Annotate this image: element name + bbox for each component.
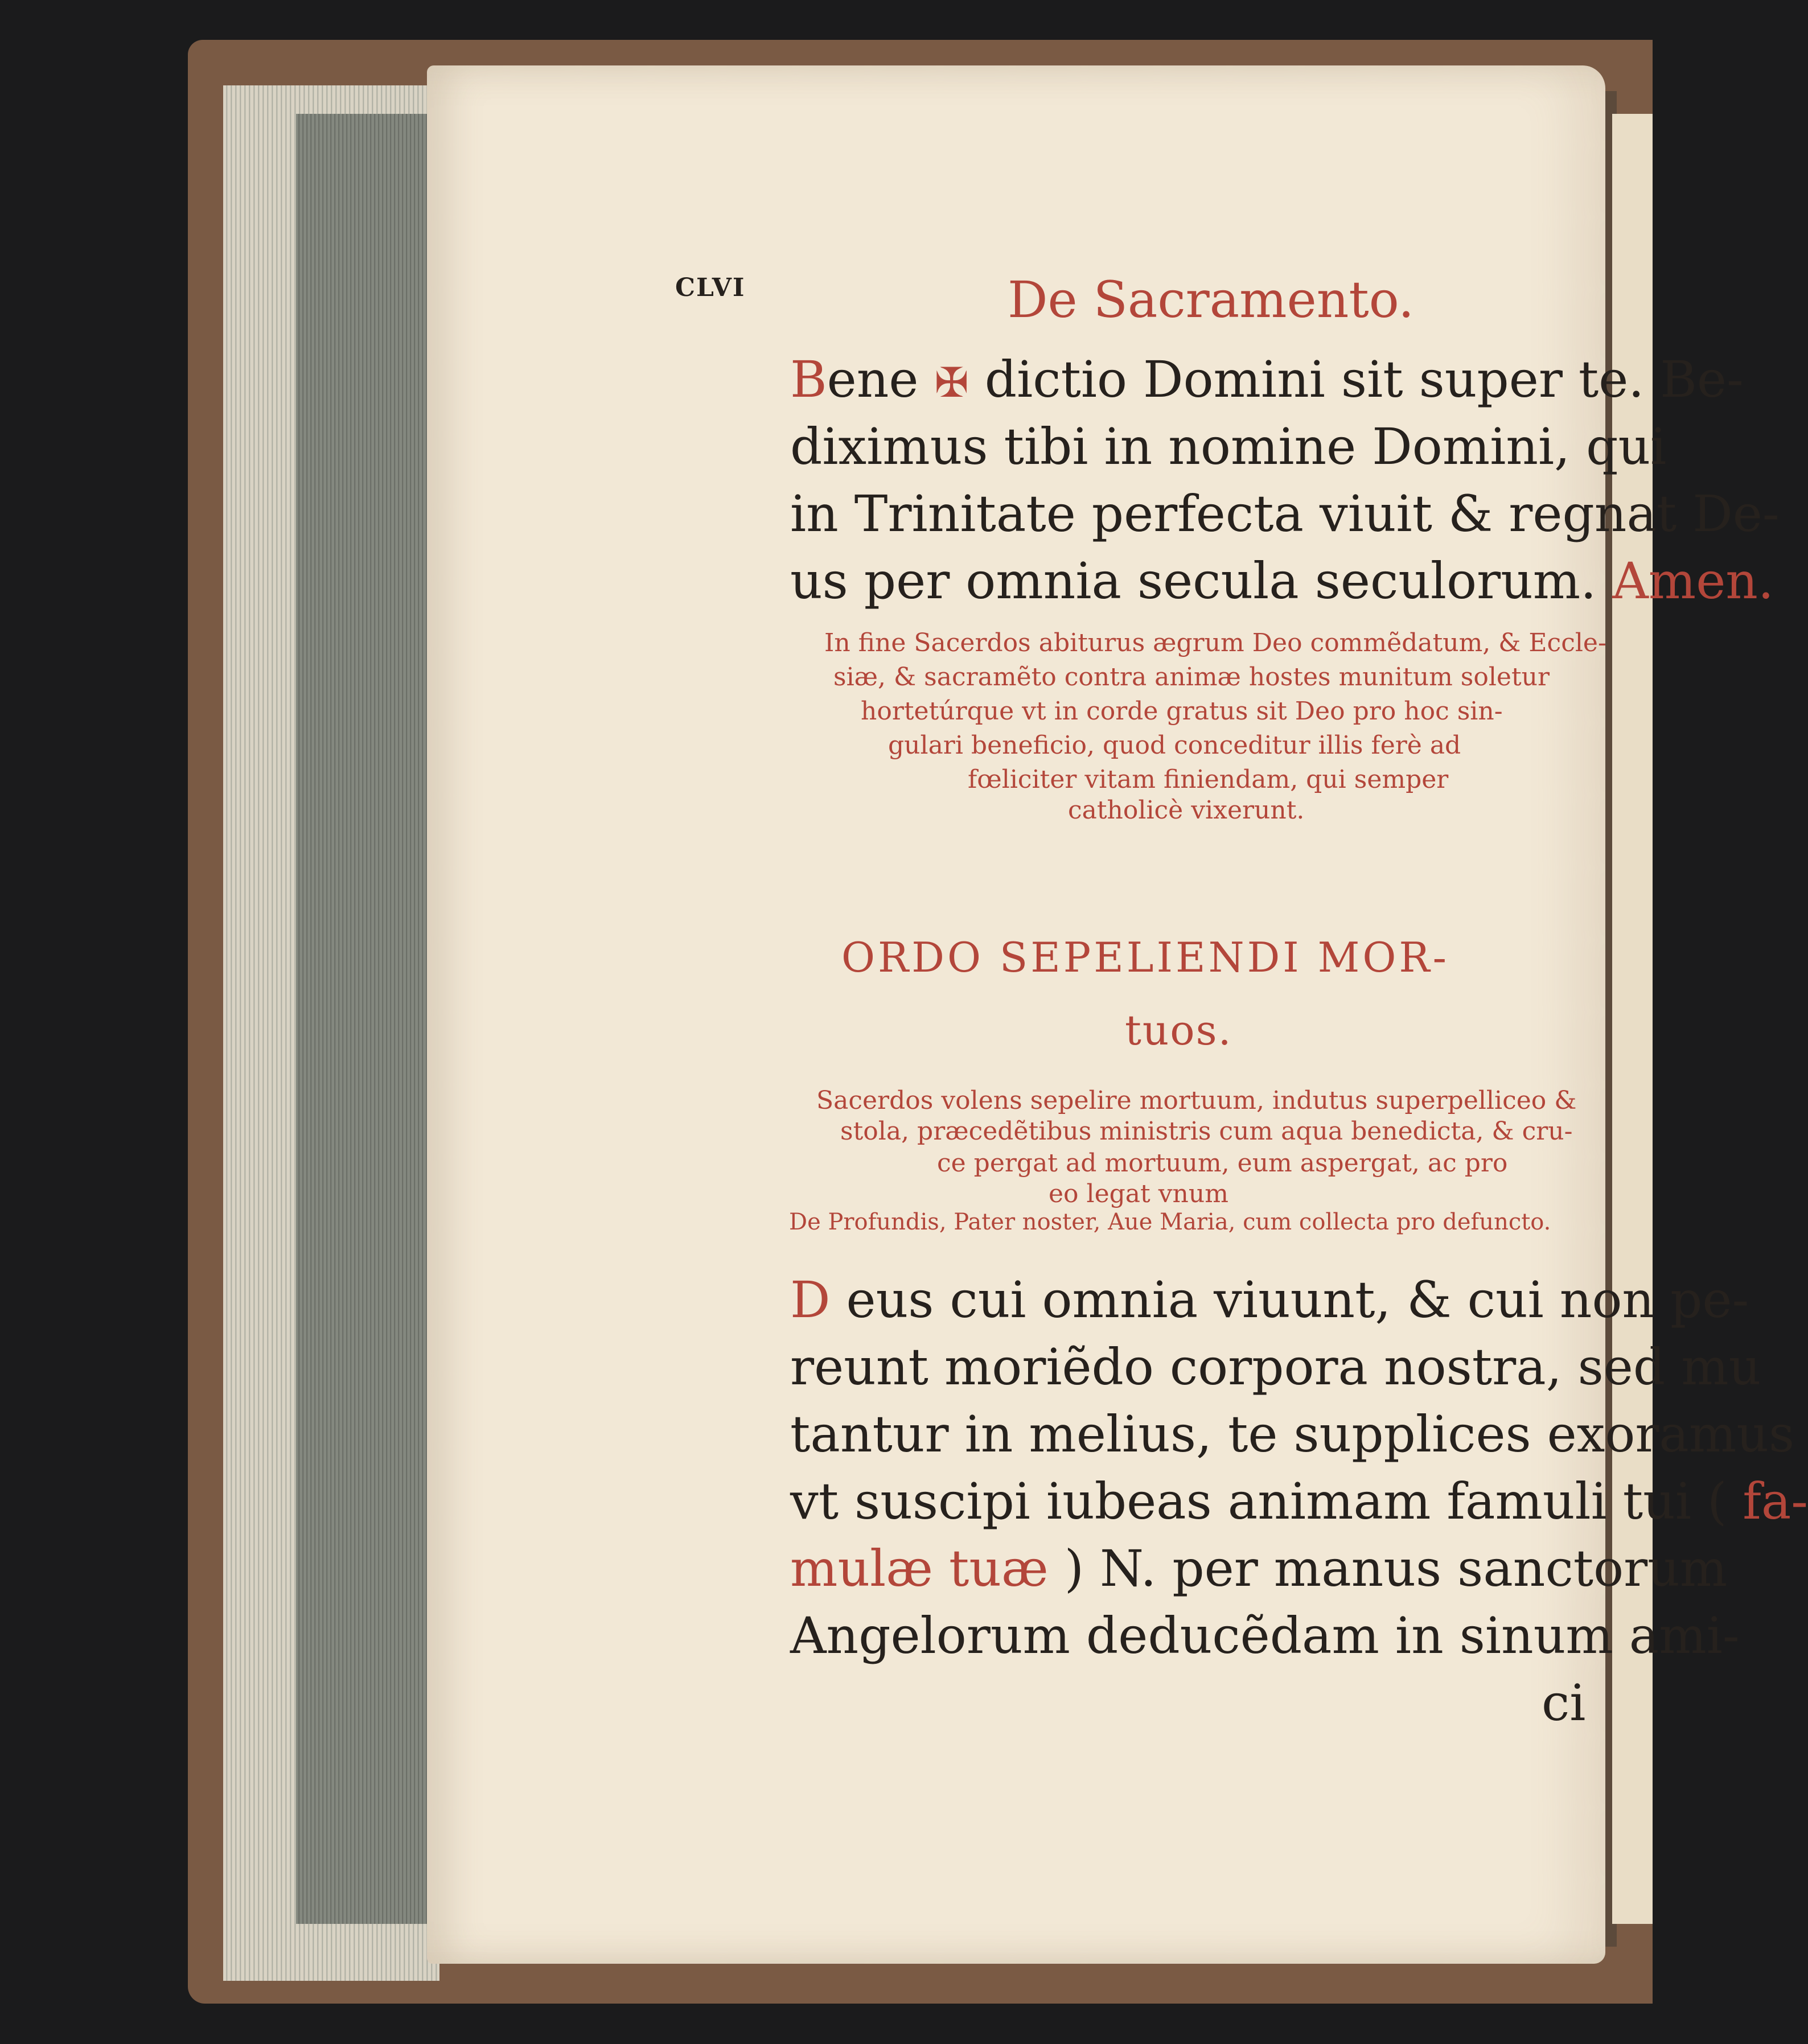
section-heading-line-1: ORDO SEPELIENDI MOR- bbox=[841, 933, 1449, 981]
prayer-line-2: reunt moriẽdo corpora nostra, sed mu bbox=[790, 1338, 1761, 1396]
running-head: De Sacramento. bbox=[1008, 270, 1415, 329]
prayer-initial: D bbox=[790, 1270, 831, 1329]
rubric-1-line-3: hortetúrque vt in corde gratus sit Deo pro hoc sin- bbox=[861, 697, 1503, 726]
rubric-2-line-5: De Profundis, Pater noster, Aue Maria, cum collecta pro defuncto. bbox=[789, 1209, 1551, 1235]
cross-icon: ✠ bbox=[934, 359, 969, 406]
folio-number: CLVI bbox=[675, 273, 746, 302]
rubric-1-line-1: In fine Sacerdos abiturus ægrum Deo commẽdatum, & Eccle- bbox=[824, 628, 1606, 657]
prayer-line-6: Angelorum deducẽdam in sinum ami- bbox=[790, 1606, 1740, 1665]
catchword: ci bbox=[1542, 1673, 1586, 1732]
rubric-2-line-3: ce pergat ad mortuum, eum aspergat, ac pro bbox=[937, 1149, 1508, 1178]
prayer-line-4-text: vt suscipi iubeas animam famuli tui ( bbox=[790, 1472, 1727, 1531]
blessing-line-1 bbox=[790, 350, 1744, 409]
rubric-2-line-1: Sacerdos volens sepelire mortuum, indutus superpelliceo & bbox=[816, 1086, 1577, 1115]
rubric-2-line-4: eo legat vnum bbox=[1049, 1179, 1228, 1208]
blessing-initial: B bbox=[790, 350, 827, 409]
rubric-1-line-2: siæ, & sacramẽto contra animæ hostes munitum soletur bbox=[833, 663, 1550, 692]
section-heading-line-2: tuos. bbox=[1125, 1006, 1232, 1054]
rubric-2-line-2: stola, præcedẽtibus ministris cum aqua benedicta, & cru- bbox=[840, 1117, 1573, 1146]
rubric-1-line-6: catholicè vixerunt. bbox=[1068, 796, 1305, 825]
page-edges-shadow bbox=[296, 114, 433, 1924]
prayer-line-1 bbox=[790, 1270, 1749, 1329]
rubric-1-line-5: fœliciter vitam finiendam, qui semper bbox=[968, 765, 1449, 794]
rubric-1-line-4: gulari beneficio, quod conceditur illis ferè ad bbox=[888, 731, 1461, 760]
blessing-line-3: in Trinitate perfecta viuit & regnat De- bbox=[790, 484, 1780, 543]
blessing-line-4 bbox=[790, 552, 1774, 610]
blessing-line-1-start: ene bbox=[827, 350, 935, 409]
prayer-line-1-text: eus cui omnia viuunt, & cui non pe- bbox=[830, 1270, 1749, 1329]
blessing-line-2: diximus tibi in nomine Domini, qui bbox=[790, 417, 1667, 476]
blessing-line-1-end: dictio Domini sit super te. Be- bbox=[968, 350, 1744, 409]
prayer-line-4 bbox=[790, 1472, 1808, 1531]
mulae-tuae-rubric: mulæ tuæ bbox=[790, 1539, 1049, 1598]
prayer-line-5 bbox=[790, 1539, 1727, 1598]
prayer-line-5-text: ) N. per manus sanctorum bbox=[1048, 1539, 1728, 1598]
prayer-line-3: tantur in melius, te supplices exoramus bbox=[790, 1405, 1795, 1463]
blessing-line-4-text: us per omnia secula seculorum. bbox=[790, 552, 1597, 610]
fa-rubric: fa- bbox=[1743, 1472, 1808, 1531]
amen-word: Amen. bbox=[1612, 552, 1774, 610]
